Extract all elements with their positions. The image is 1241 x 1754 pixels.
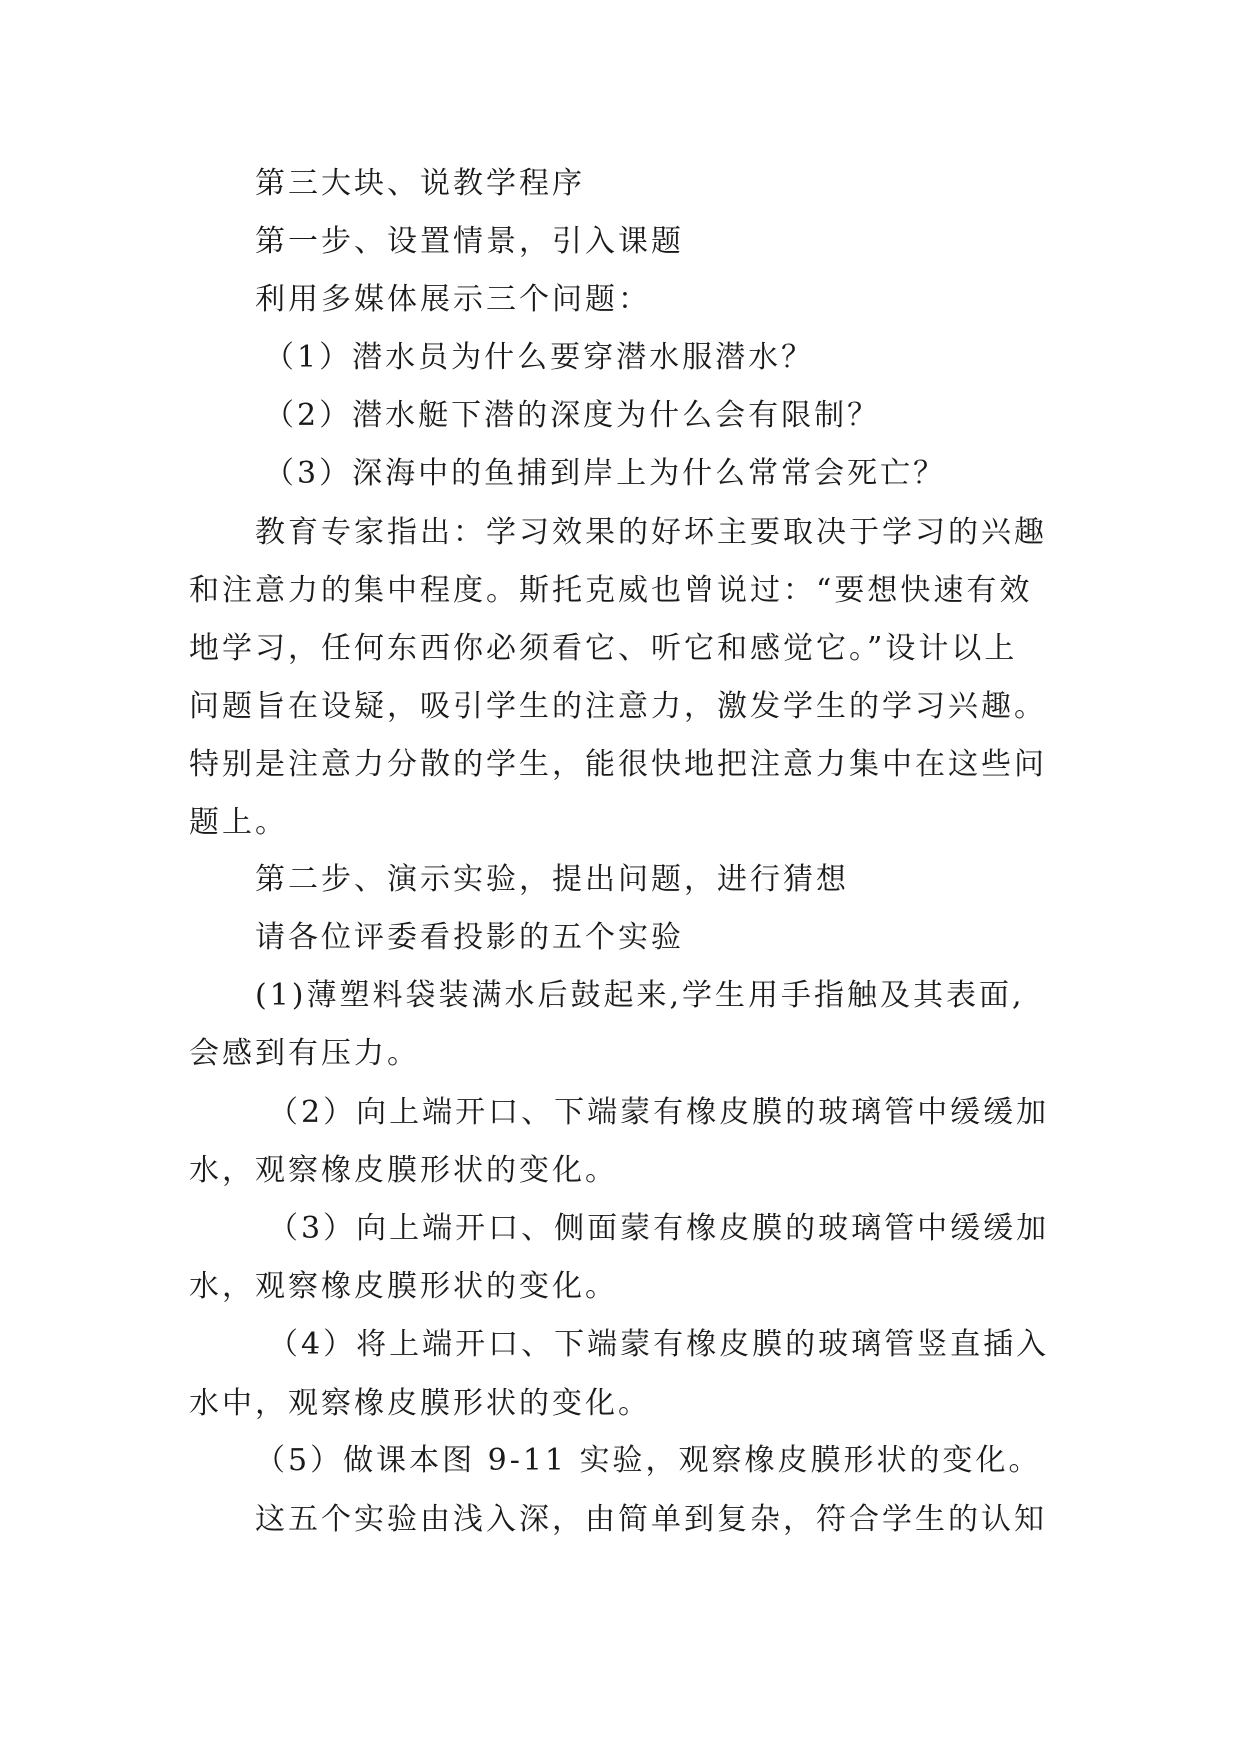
paragraph-line: 水，观察橡皮膜形状的变化。 <box>189 1269 618 1304</box>
paragraph-line: 地学习，任何东西你必须看它、听它和感觉它。”设计以上 <box>189 631 1018 666</box>
question-item-3: （3）深海中的鱼捕到岸上为什么常常会死亡？ <box>264 456 947 491</box>
paragraph-line: 请各位评委看投影的五个实验 <box>255 920 684 955</box>
paragraph-line: 利用多媒体展示三个问题： <box>255 282 651 317</box>
paragraph-line: 水，观察橡皮膜形状的变化。 <box>189 1153 618 1188</box>
step-one-heading: 第一步、设置情景，引入课题 <box>255 224 684 259</box>
paragraph-line: 和注意力的集中程度。斯托克威也曾说过：“要想快速有效 <box>189 573 1033 608</box>
paragraph-line: 会感到有压力。 <box>189 1036 420 1071</box>
experiment-item-1: (1)薄塑料袋装满水后鼓起来,学生用手指触及其表面, <box>255 978 1025 1013</box>
paragraph-line: 题上。 <box>189 805 288 840</box>
experiment-item-2: （2）向上端开口、下端蒙有橡皮膜的玻璃管中缓缓加 <box>268 1095 1050 1130</box>
paragraph-line: 问题旨在设疑，吸引学生的注意力，激发学生的学习兴趣。 <box>189 689 1047 724</box>
question-item-1: （1）潜水员为什么要穿潜水服潜水？ <box>264 340 815 375</box>
experiment-item-3: （3）向上端开口、侧面蒙有橡皮膜的玻璃管中缓缓加 <box>268 1211 1050 1246</box>
paragraph-line: 这五个实验由浅入深，由简单到复杂，符合学生的认知 <box>255 1502 1047 1537</box>
experiment-item-5: （5）做课本图 9-11 实验，观察橡皮膜形状的变化。 <box>255 1443 1042 1478</box>
question-item-2: （2）潜水艇下潜的深度为什么会有限制？ <box>264 398 881 433</box>
step-two-heading: 第二步、演示实验，提出问题，进行猜想 <box>255 862 849 897</box>
paragraph-line: 水中，观察橡皮膜形状的变化。 <box>189 1386 651 1421</box>
experiment-item-4: （4）将上端开口、下端蒙有橡皮膜的玻璃管竖直插入 <box>268 1327 1050 1362</box>
paragraph-line: 教育专家指出：学习效果的好坏主要取决于学习的兴趣 <box>255 515 1047 550</box>
paragraph-line: 特别是注意力分散的学生，能很快地把注意力集中在这些问 <box>189 747 1047 782</box>
section-heading: 第三大块、说教学程序 <box>255 166 585 201</box>
